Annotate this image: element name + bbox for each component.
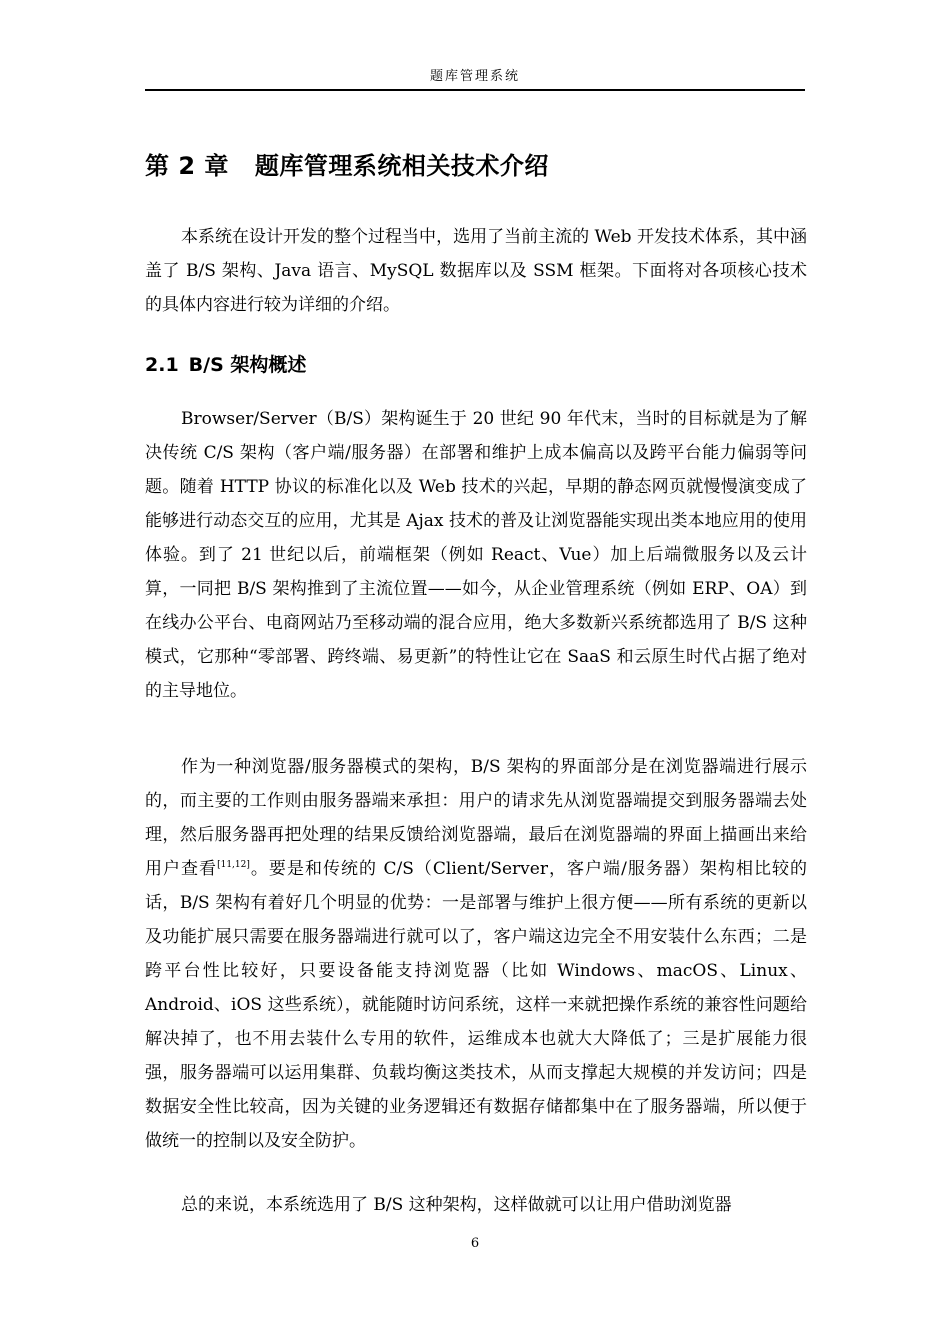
chapter-number: 第 2 章 [145, 152, 229, 180]
advantages-text-part1: 作为一种浏览器/服务器模式的架构，B/S 架构的界面部分是在浏览器端进行展示的，而主要的工作则由服务器端来承担：用户的请求先从浏览器端提交到服务器端去处理，然后服务器再把处理的结果反馈给浏览器端，最后在浏览器端的界面上描画出来给用户查看 [145, 757, 807, 879]
running-header: 题库管理系统 [429, 69, 520, 84]
advantages-text-part2: 。要是和传统的 C/S（Client/Server，客户端/服务器）架构相比较的话，B/S 架构有着好几个明显的优势：一是部署与维护上很方便——所有系统的更新以及功能扩展只需要在服务器端进行就可以了，客户端这边完全不用安装什么东西；二是跨平台性比较好，只要设备能支持浏览器（比如 Windows、macOS、Linux、Android、iOS 这些系统），就能随时访问系统，这样一来就把操作系统的兼容性问题给解决掉了，也不用去装什么专用的软件，运维成本也就大大降低了；三是扩展能力很强，服务器端可以运用集群、负载均衡这类技术，从而支撑起大规模的并发访问；四是数据安全性比较高，因为关键的业务逻辑还有数据存储都集中在了服务器端，所以便于做统一的控制以及安全防护。 [145, 859, 808, 1151]
chapter-title: 题库管理系统相关技术介绍 [254, 152, 549, 180]
page-number: 6 [470, 1236, 480, 1251]
citation-superscript: [11,12] [217, 860, 250, 870]
section-heading [145, 350, 306, 377]
intro-paragraph: 本系统在设计开发的整个过程当中，选用了当前主流的 Web 开发技术体系，其中涵盖了 B/S 架构、Java 语言、MySQL 数据库以及 SSM 框架。下面将对各项核心技术的具体内容进行较为详细的介绍。 [145, 227, 807, 315]
section-number: 2.1 [145, 354, 179, 376]
summary-paragraph: 总的来说，本系统选用了 B/S 这种架构，这样做就可以让用户借助浏览器 [181, 1195, 732, 1215]
advantages-paragraph [145, 750, 807, 1158]
section-title: B/S 架构概述 [188, 354, 307, 376]
chapter-heading [145, 146, 549, 181]
header-divider [145, 89, 805, 91]
history-paragraph: Browser/Server（B/S）架构诞生于 20 世纪 90 年代末，当时的目标就是为了解决传统 C/S 架构（客户端/服务器）在部署和维护上成本偏高以及跨平台能力偏弱等问题。随着 HTTP 协议的标准化以及 Web 技术的兴起，早期的静态网页就慢慢演变成了能够进行动态交互的应用，尤其是 Ajax 技术的普及让浏览器能实现出类本地应用的使用体验。到了 21 世纪以后，前端框架（例如 React、Vue）加上后端微服务以及云计算，一同把 B/S 架构推到了主流位置——如今，从企业管理系统（例如 ERP、OA）到在线办公平台、电商网站乃至移动端的混合应用，绝大多数新兴系统都选用了 B/S 这种模式，它那种“零部署、跨终端、易更新”的特性让它在 SaaS 和云原生时代占据了绝对的主导地位。 [145, 409, 807, 701]
